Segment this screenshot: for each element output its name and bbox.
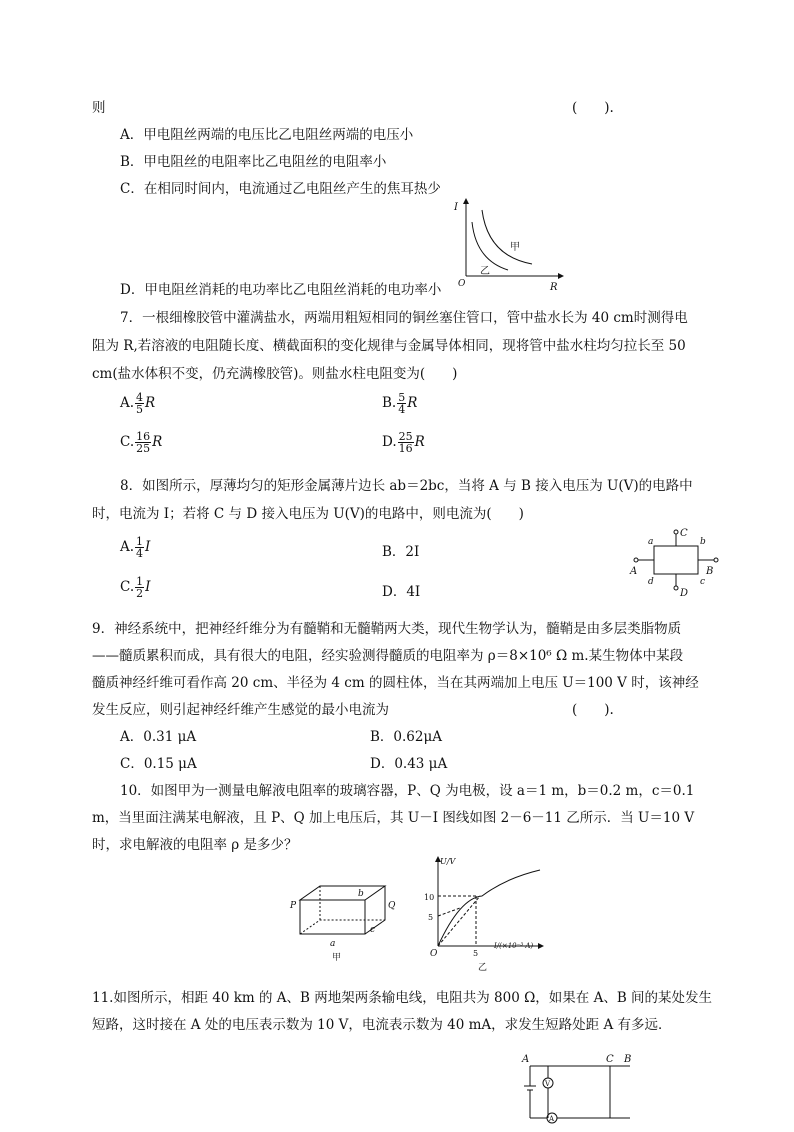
q9-option-d: D．0.43 μA [370,756,448,772]
svg-text:c: c [370,925,376,935]
q6-curve-jia-label: 甲 [510,242,520,253]
svg-text:A: A [549,1115,555,1123]
q6-graph-origin: O [458,279,466,289]
svg-text:Q: Q [388,901,396,911]
q8-option-d: D．4I [382,584,421,600]
q10-container-figure [290,880,400,963]
q6-option-d: D．甲电阻丝消耗的电功率比乙电阻丝消耗的电功率小 [120,282,442,298]
q6-tail: 则 [92,100,106,116]
q9-line-2: ——髓质累积而成，具有很大的电阻，经实验测得髓质的电阻率为 ρ＝8×10⁶ Ω m.某生物体中某段 [92,648,684,664]
svg-text:a: a [648,537,654,547]
q8-line-1: 8．如图所示，厚薄均匀的矩形金属薄片边长 ab＝2bc，当将 A 与 B 接入电压为 U(V)的电路中 [120,478,693,494]
q6-ir-graph [448,196,568,296]
q10-line-2: m，当里面注满某电解液，且 P、Q 加上电压后，其 U－I 图线如图 2－6－11 乙所示．当 U＝10 V [92,810,695,826]
svg-text:A: A [630,566,638,577]
svg-text:d: d [648,577,654,587]
q8-option-a: A. $\frac{1}{4}$ I [120,535,151,560]
q9-option-a: A．0.31 μA [120,729,197,745]
q10-ui-graph [420,856,560,976]
q7-option-b: B. $\frac{5}{4}$ R [382,391,418,416]
q9-option-b: B．0.62μA [370,729,443,745]
svg-text:B: B [706,566,714,577]
svg-text:U/V: U/V [440,857,456,866]
svg-text:A: A [522,1054,530,1065]
q9-line-3: 髓质神经纤维可看作高 20 cm、半径为 4 cm 的圆柱体，当在其两端加上电压 U＝100 V 时，该神经 [92,675,699,691]
q11-circuit-figure [518,1052,658,1132]
svg-text:I/(×10⁻³ A): I/(×10⁻³ A) [494,942,534,950]
q11-line-1: 11.如图所示，相距 40 km 的 A、B 两地架两条输电线，电阻共为 800 Ω，如果在 A、B 间的某处发生 [92,990,713,1006]
q8-line-2: 时，电流为 I；若将 C 与 D 接入电压为 U(V)的电路中，则电流为( ) [92,506,524,522]
q10-fig-jia-caption: 甲 [332,953,342,963]
svg-text:b: b [358,889,364,899]
q6-answer-bracket: ( ). [572,100,614,116]
q9-line-1: 9．神经系统中，把神经纤维分为有髓鞘和无髓鞘两大类，现代生物学认为，髓鞘是由多层类脂物质 [92,621,682,637]
q8-option-c: C. $\frac{1}{2}$ I [120,575,151,600]
q7-option-a: A. $\frac{4}{5}$ R [120,391,156,416]
q6-graph-y-label: I [454,202,458,213]
q9-line-4: 发生反应，则引起神经纤维产生感觉的最小电流为 [92,702,389,718]
q11-line-2: 短路，这时接在 A 处的电压表示数为 10 V，电流表示数为 40 mA，求发生短路处距 A 有多远． [92,1017,672,1033]
q10-fig-yi-caption: 乙 [478,963,488,973]
q8-metal-sheet-figure [626,526,726,599]
q6-option-c: C．在相同时间内，电流通过乙电阻丝产生的焦耳热少 [120,181,441,197]
svg-text:V: V [545,1080,551,1088]
q7-line-3: cm(盐水体积不变，仍充满橡胶管)。则盐水柱电阻变为( ) [92,366,458,382]
q10-line-1: 10．如图甲为一测量电解液电阻率的玻璃容器，P、Q 为电极，设 a＝1 m，b＝0.2 m，c＝0.1 [120,783,695,799]
svg-text:5: 5 [473,949,479,958]
svg-text:10: 10 [424,893,435,902]
svg-text:C: C [680,528,688,539]
q6-option-a: A．甲电阻丝两端的电压比乙电阻丝两端的电压小 [120,127,414,143]
svg-text:b: b [700,537,706,547]
svg-text:a: a [330,939,336,949]
q7-option-c: C. $\frac{16}{25}$ R [120,430,163,455]
svg-text:O: O [430,949,438,959]
svg-text:C: C [606,1054,614,1065]
svg-text:B: B [624,1054,632,1065]
q9-option-c: C．0.15 μA [120,756,197,772]
q6-graph-x-label: R [550,282,558,293]
q6-option-b: B．甲电阻丝的电阻率比乙电阻丝的电阻率小 [120,154,387,170]
svg-text:c: c [700,577,706,587]
q9-answer-bracket: ( ). [572,702,614,718]
q7-option-d: D. $\frac{25}{16}$ R [382,430,425,455]
q8-option-b: B．2I [382,544,420,560]
svg-text:5: 5 [428,913,434,922]
svg-text:P: P [290,901,297,911]
q7-line-2: 阻为 R,若溶液的电阻随长度、横截面积的变化规律与金属导体相同，现将管中盐水柱均匀拉长至 50 [92,338,686,354]
q10-line-3: 时，求电解液的电阻率 ρ 是多少？ [92,837,298,853]
q7-line-1: 7．一根细橡胶管中灌满盐水，两端用粗短相同的铜丝塞住管口，管中盐水长为 40 cm时测得电 [120,310,688,326]
q6-curve-yi-label: 乙 [480,266,490,277]
svg-text:D: D [680,588,689,599]
